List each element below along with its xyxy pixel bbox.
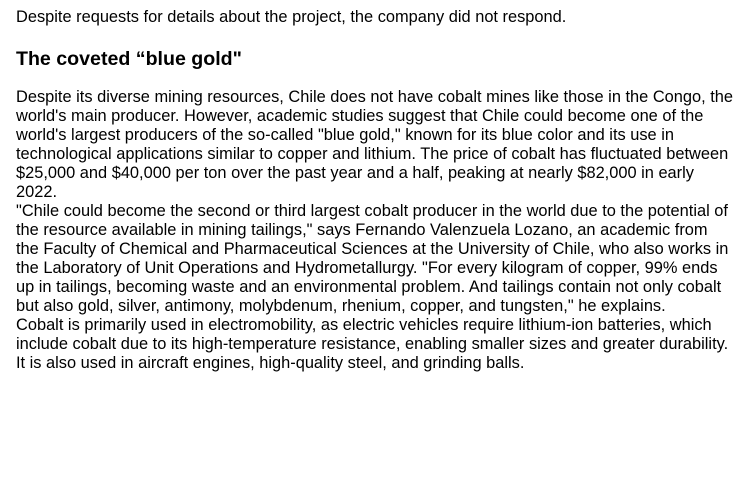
paragraph-cobalt-resources: Despite its diverse mining resources, Chile does not have cobalt mines like those in the Congo, the world's main producer. However, academic studies suggest that Chile could become one of the world's largest producers of the so-called "blue gold," known for its blue color and its use in technological applications similar to copper and lithium. The price of cobalt has fluctuated between $25,000 and $40,000 per ton over the past year and a half, peaking at nearly $82,000 in early 2022. bbox=[16, 88, 734, 201]
paragraph-quote-valenzuela: "Chile could become the second or third largest cobalt producer in the world due to the potential of the resource available in mining tailings," says Fernando Valenzuela Lozano, an academic from the Faculty of Chemical and Pharmaceutical Sciences at the University of Chile, who also works in the Laboratory of Unit Operations and Hydrometallurgy. "For every kilogram of copper, 99% ends up in tailings, becoming waste and an environmental problem. And tailings contain not only cobalt but also gold, silver, antimony, molybdenum, rhenium, copper, and tungsten," he explains. bbox=[16, 202, 729, 315]
section-heading: The coveted “blue gold" bbox=[16, 48, 242, 70]
intro-text: Despite requests for details about the project, the company did not respond. bbox=[16, 8, 567, 26]
paragraph-cobalt-uses: Cobalt is primarily used in electromobility, as electric vehicles require lithium-ion batteries, which include cobalt due to its high-temperature resistance, enabling smaller sizes and greater durability. It is also used in aircraft engines, high-quality steel, and grinding balls. bbox=[16, 316, 729, 372]
